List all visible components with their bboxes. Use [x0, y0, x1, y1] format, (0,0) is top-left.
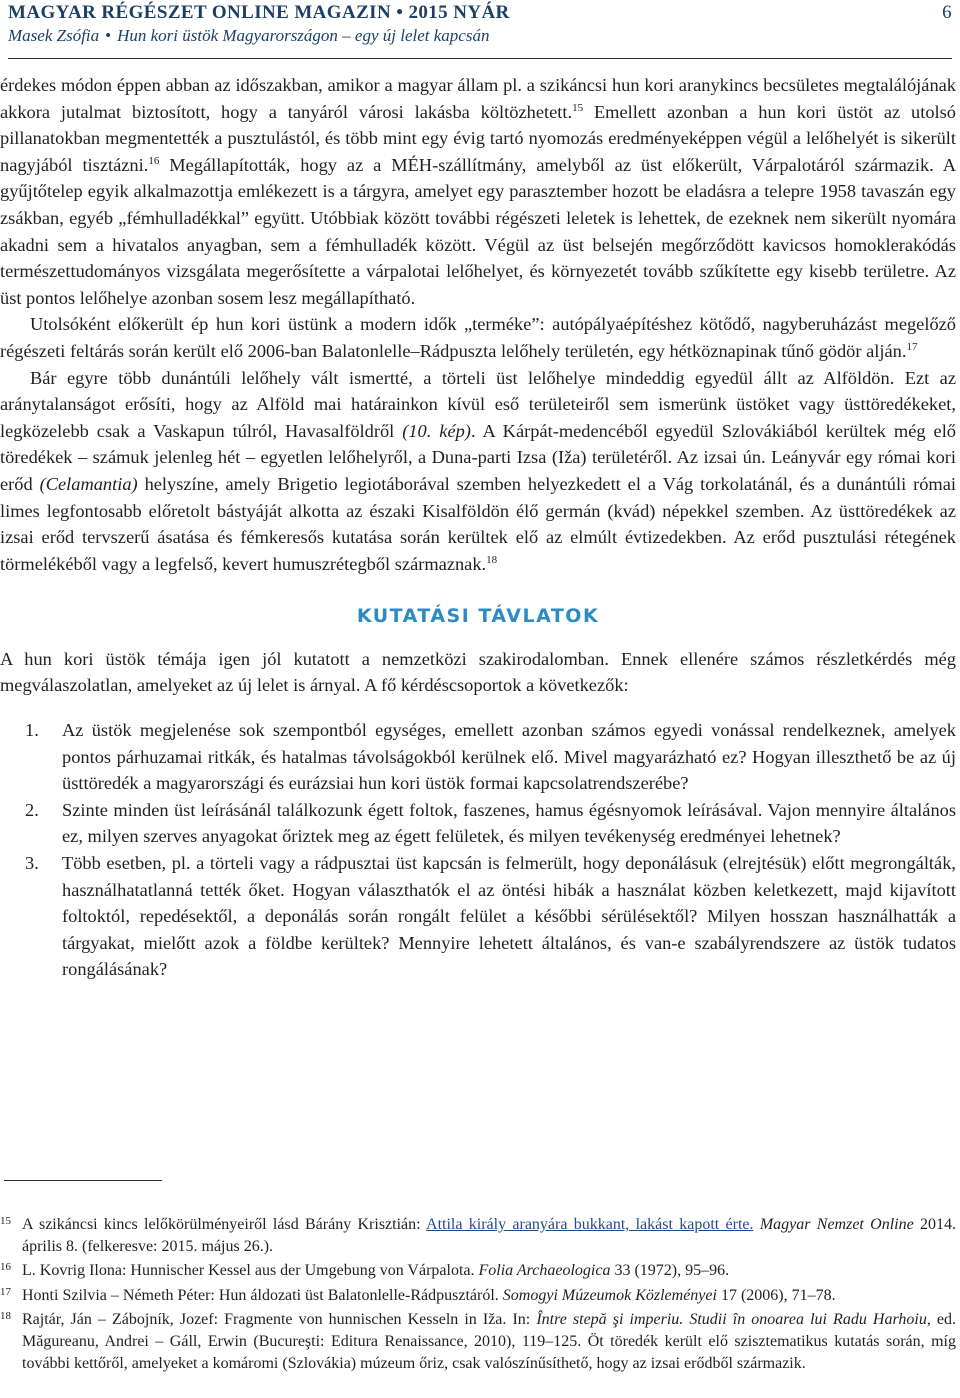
paragraph-4: A hun kori üstök témája igen jól kutatott a nemzetközi szakirodalomban. Ennek ellenére számos részletkérdés még megválaszolatlan, amelyeket az új lelet is árnyal. A fő kérdéscsoportok a következők:	[0, 648, 956, 696]
article-byline	[8, 26, 952, 46]
footnote-text: 17 (2006), 71–78.	[716, 1286, 836, 1304]
paragraph-1	[0, 72, 956, 311]
footnote-number: 16	[0, 1261, 11, 1274]
question-list	[0, 717, 956, 983]
header-rule	[8, 58, 952, 59]
article-body	[0, 72, 956, 983]
latin-name: (Celamantia)	[39, 473, 138, 494]
footnote-18	[0, 1309, 956, 1376]
paragraph-text: Utolsóként előkerült ép hun kori üstünk a modern idők „terméke”: autópályaépítéshez kötődő, nagyberuházást megelőző régészeti feltárás során került elő 2006-ban Balatonlelle–Rádpuszta lelőhely területén, egy hétköznapinak tűnő gödör alján.	[0, 314, 956, 361]
paragraph-text: Emellett azonban a hun kori üstöt az utolsó pillanatokban megmentették a pusztulástól, és több mint egy évig tartó nyomozás eredményeképpen végül a lelőhelyét is sikerült nagyjából tisztázni.	[0, 101, 956, 175]
list-number: 3.	[25, 853, 39, 874]
footnote-ref-15[interactable]: 15	[572, 101, 584, 114]
footnote-text: Honti Szilvia – Németh Péter: Hun áldozati üst Balatonlelle-Rádpusztáról.	[22, 1286, 503, 1304]
paragraph-text: Bár egyre több dunántúli lelőhely vált ismertté, a törteli üst lelőhelye mindeddig egyedül állt az Alföldön. Ezt az aránytalanságot erősíti, hogy az Alföld mai határainkon kívül eső területeiről sem ismerünk üstöket vagy üsttöredékeket, legközelebb csak a Vaskapun túlról, Havasalföldről	[0, 367, 956, 441]
footnote-ref-18[interactable]: 18	[486, 553, 498, 566]
list-number: 1.	[25, 720, 39, 741]
footnote-15	[0, 1214, 956, 1258]
footnote-separator	[4, 1180, 162, 1181]
article-link[interactable]: Attila király aranyára bukkant, lakást kapott érte.	[426, 1216, 754, 1233]
publication-title: Folia Archaeologica	[478, 1262, 611, 1280]
list-item-text: Szinte minden üst leírásánál találkozunk égett foltok, faszenes, hamus égésnyomok leírásával. Vajon mennyire általános ez, milyen szerves anyagokat őriztek meg az égett felületek, és milyen tevékenység eredményei lehetnek?	[62, 799, 956, 847]
footnote-number: 15	[0, 1215, 11, 1227]
publication-title: Magyar Nemzet Online	[759, 1216, 914, 1233]
footnote-text: A szikáncsi kincs lelőkörülményeiről lásd Bárány Krisztián:	[22, 1216, 427, 1233]
paragraph-2	[0, 311, 956, 364]
list-item-text: Az üstök megjelenése sok szempontból egységes, emellett azonban számos egyedi vonással rendelkeznek, amelyek pontos párhuzamai ritkák, és hatalmas távolságokból kerülnek elő. Mivel magyarázható ez? Hogyan illeszthető be az új üsttöredék a magyarországi és eurázsiai hun kori üstök formai kapcsolatrendszerébe?	[62, 720, 956, 794]
footnote-text: 33 (1972), 95–96.	[610, 1262, 730, 1280]
paragraph-text: helyszíne, amely Brigetio legiotáborával szemben helyezkedett el a Vág torkolatánál, és a dunántúli római limes legfontosabb előretolt bástyáját alkotta az északi Kisalföldön élő germán (kvád) népekkel szemben. Az üsttöredékek az izsai erőd tervszerű ásatása és fémkeresős kutatása során kerültek elő az elmúlt évtizedekben. Az erőd pusztulási rétegének törmelékéből vagy a legfelső, kevert humuszrétegből származnak.	[0, 473, 957, 574]
footnote-text: L. Kovrig Ilona: Hunnischer Kessel aus der Umgebung von Várpalota.	[22, 1262, 479, 1280]
paragraph-text: Megállapították, hogy az a MÉH-szállítmány, amelyből az üst előkerült, Várpalotáról származik. A gyűjtőtelep egyik alkalmazottja emlékezett is a tárgyra, amelyet egy parasztember hozott be eladásra a telepre 1958 tavaszán egy zsákban, egyéb „fémhulladékkal” együtt. Utóbbiak között további régészeti leletek is lehettek, de ezeknek nem sikerült nyomára akadni sem a hivatalos anyagban, sem a fémhulladék között. Végül az üst belsején megőrződött kavicsos homoklerakódás természettudományos vizsgálata megerősítette a várpalotai lelőhelyet, és környezetét tovább szűkítette egy kisebb területre. Az üst pontos lelőhelye azonban sosem lesz megállapítható.	[0, 154, 957, 308]
magazine-title: MAGYAR RÉGÉSZET ONLINE MAGAZIN • 2015 NYÁR	[8, 2, 510, 23]
running-header	[8, 2, 952, 46]
list-item	[0, 717, 956, 797]
page-number: 6	[942, 2, 952, 23]
footnote-16	[0, 1260, 956, 1282]
footnote-text: 2014. április 8. (felkeresve: 2015. május 26.).	[22, 1216, 957, 1256]
list-item-text: Több esetben, pl. a törteli vagy a rádpusztai üst kapcsán is felmerült, hogy deponálásuk (elrejtésük) előtt megrongálták, használhatatlanná tették őket. Hogyan választhatók el az öntési hibák a használat közben keletkezett, majd kijavított foltoktól, repedésektől, a deponálás során rongált felület a későbbi sérülésektől? Milyen hosszan használhatták a tárgyakat, mielőtt azok a földbe kerültek? Mennyire lehetett általános, és van-e szabályrendszere az üstök tudatos rongálásának?	[62, 853, 956, 980]
list-item	[0, 850, 956, 983]
publication-title: Somogyi Múzeumok Közleményei	[502, 1286, 717, 1304]
author-name: Masek Zsófia	[8, 26, 100, 45]
footnote-ref-16[interactable]: 16	[148, 154, 160, 167]
footnote-number: 17	[0, 1285, 11, 1298]
list-item	[0, 797, 956, 850]
footnote-text: ed. Măgureanu, Andrei – Gáll, Erwin (Bucureşti: Editura Renaissance, 2010), 119–125. Öt töredék került elő szisztematikus kutatás során, míg további kettőről, amelyeket a komáromi (Szlovákia) múzeum őriz, csak valószínűsíthető, hogy az izsai erődből származik.	[22, 1310, 957, 1373]
footnote-text: Rajtár, Ján – Zábojník, Jozef: Fragmente von hunnischen Kesseln in Iža. In:	[22, 1310, 537, 1328]
footnote-number: 18	[0, 1309, 11, 1322]
footnote-17	[0, 1285, 956, 1307]
footnote-ref-17[interactable]: 17	[906, 340, 918, 353]
paragraph-text: érdekes módon éppen abban az időszakban, amikor a magyar állam pl. a szikáncsi hun kori aranykincs becsületes megtalálójának akkora jutalmat biztosított, hogy a tanyáról városi lakásba költözhetett.	[0, 75, 956, 122]
section-heading: KUTATÁSI TÁVLATOK	[356, 605, 600, 628]
paragraph-text: . A Kárpát-medencéből egyedül Szlovákiából kerültek még elő töredékek – számuk jelenleg hét – egyetlen lelőhelyről, a Duna-parti Izsa (Iža) területéről. Az izsai ún. Leányvár egy római kori erőd	[0, 420, 956, 494]
footnotes	[0, 1214, 956, 1377]
publication-title: Între stepă şi imperiu. Studii în onoarea lui Radu Harhoiu,	[536, 1310, 931, 1328]
figure-reference: (10. kép)	[402, 420, 471, 441]
bullet-separator: •	[105, 26, 112, 45]
paragraph-3	[0, 365, 956, 578]
list-number: 2.	[25, 799, 39, 820]
article-title: Hun kori üstök Magyarországon – egy új lelet kapcsán	[117, 26, 490, 45]
